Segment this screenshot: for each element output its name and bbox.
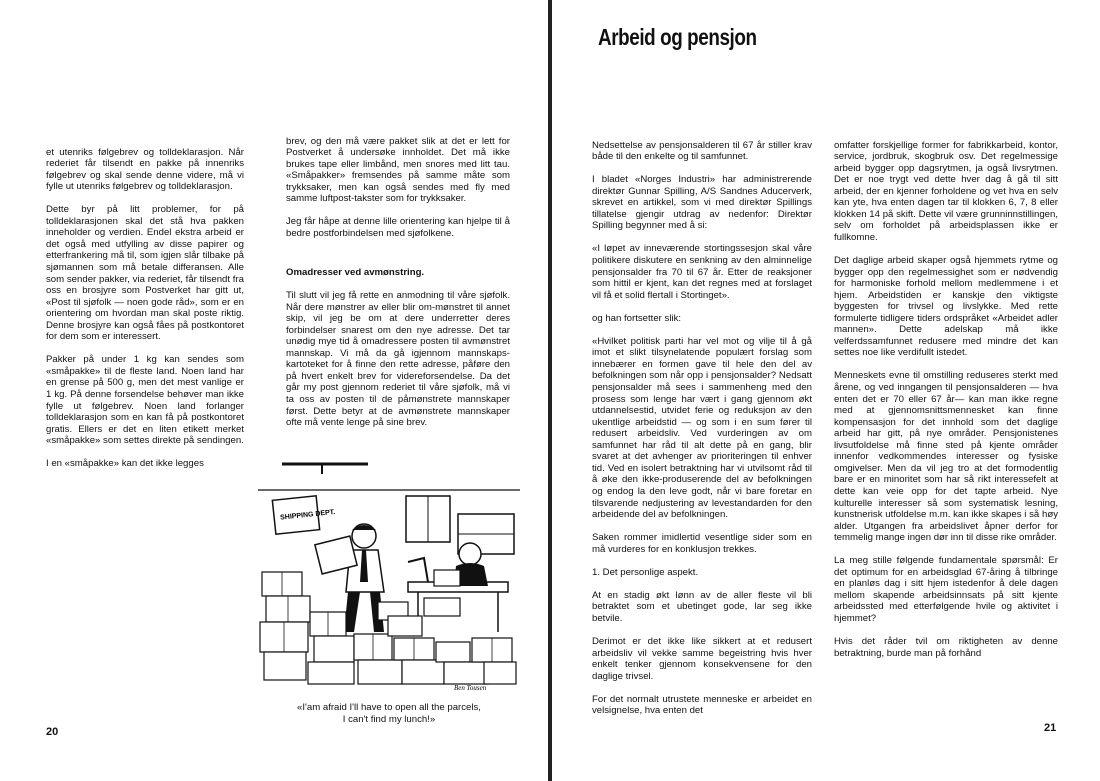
paragraph: Dette byr på litt problemer, for på tolldeklarasjonen skal det stå hva pakken inneholder og verdien. Endel ekstra arbeid er det også med utfylling av disse papirer og etterfrankering må til, som igjen slår tilbake på sjømannen som må betale differansen. Alle som sender pakker, via rederiet, får tilsendt fra oss en brosjyre som Postverket har gitt ut, «Post til sjøfolk — noen gode råd», som er en orientering om hvordan man skal poste riktig. Denne brosjyre kan også fåes på postkontoret for dem som er interessert.: [46, 204, 244, 343]
caption-line: «I'am afraid I'll have to open all the parcels,: [297, 702, 481, 713]
paragraph: Saken rommer imidlertid vesentlige sider som en må vurderes for en konklusjon trekkes.: [592, 532, 812, 555]
shipping-sign-text: SHIPPING DEPT.: [279, 508, 336, 522]
paragraph: et utenriks følgebrev og tolldeklarasjon. Når rederiet får tilsendt en pakke på innenriks følgebrev og skal sende denne videre, må vi fylle ut utenriks følgebrev og tolldeklarasjon.: [46, 146, 244, 193]
paragraph: Menneskets evne til omstilling reduseres sterkt med årene, og ved inngangen til pensjonsalderen — hva enten det er 70 eller 67 år— kan man ikke regne med at gjennomsnittsmennesket kan finne kompensasjon for det innhold som det daglige arbeid har gitt, på nye områder. Pensjonistenes livsutfoldelse må finne sted på kjente områder innenfor vedkommendes interesser og fysiske omgivelser. Men da vil jeg tro at det formodentlig bare er en minoritet som har så rikt interessefelt at dette kan veie opp for det tapte arbeid. Nye kulturelle interesser så som systematisk lesning, kunstnerisk utfoldelse m.m. kan ikke skapes i så høy alder. Utgangen fra arbeidslivet åpner derfor for temmelig mange ingen dør inn til disse rike områder.: [834, 370, 1058, 544]
paragraph: I en «småpakke» kan det ikke legges: [46, 458, 204, 470]
section-heading: Omadresser ved avmønstring.: [286, 267, 425, 279]
paragraph: Derimot er det ikke like sikkert at et redusert arbeidsliv vil vekke samme begeistring hvis hver enkelt tenker gjennom konsekvensene for den daglige trivsel.: [592, 636, 812, 682]
paragraph: Hvis det råder tvil om riktigheten av denne betraktning, burde man på forhånd: [834, 636, 1058, 659]
caption-line: I can't find my lunch!»: [342, 713, 436, 725]
shipping-department-cartoon: [258, 462, 520, 694]
paragraph: Jeg får håpe at denne lille orientering kan hjelpe til å bedre postforbindelsen med sjøfolkene.: [286, 216, 510, 239]
paragraph: omfatter forskjellige former for fabrikkarbeid, kontor, service, jordbruk, skogbruk osv. Det regelmessige arbeid bygger opp dagsrytmen, ja også livsrytmen. Det er noe trygt ved dette hver dag å gå til sitt arbeid, der en kjenner forholdene og vet hva en selv kan yte, hva enten dagen tar til klokken 6, 7, 8 eller klokken 14 på skift. Dette vil være grunninnstillingen, selv om forholdet på arbeidsplassen ikke er fullkomne.: [834, 139, 1058, 243]
paragraph: Til slutt vil jeg få rette en anmodning til våre sjøfolk. Når dere mønstrer av eller blir om-mønstret til annet skip, vil jeg be om at dere underretter deres forbindelser snarest om den nye adresse. Det tar unødig mye tid å omadressere posten til avmønstret mannskap. Vi må da gå igjennom mannskaps-kartoteket for å finne den rette adresse, påføre den på hvert enkelt brev for videreforsendelse. Da det går my post gjennom rederiet til våre sjøfolk, må vi ta oss av posten til de påmønstrete mannskaper først. Dette betyr at de avmønstrete mannskaper ofte må vente lenge på sine brev.: [286, 290, 510, 429]
left-column-2: [286, 124, 510, 440]
right-column-1: [592, 128, 812, 728]
page-number: 21: [1044, 722, 1057, 734]
paragraph: Nedsettelse av pensjonsalderen til 67 år stiller krav både til den enkelte og til samfunnet.: [592, 139, 812, 163]
paragraph: Det daglige arbeid skaper også hjemmets rytme og bygger opp den regelmessighet som er nødvendig for harmoniske forhold mellom medlemmene i et hjem. Arbeidstiden er kanskje den viktigste byggesten for trivsel og livslykke. Med rette formulerte tidligere tiders ordspråket «Arbeidet adler mannen». Dette adelskap må ikke velferdssamfunnet redusere med mindre det kan settes noe like verdifullt istedet.: [834, 255, 1058, 359]
right-page: [552, 0, 1100, 781]
paragraph: At en stadig økt lønn av de aller fleste vil bli betraktet som et ubetinget gode, lar seg ikke betvile.: [592, 589, 812, 624]
page-title: Arbeid og pensjon: [598, 24, 757, 50]
left-column-1: [46, 135, 244, 481]
paragraph: og han fortsetter slik:: [592, 312, 682, 324]
paragraph: La meg stille følgende fundamentale spørsmål: Er det optimum for en arbeidsglad 67-åring å tilbringe en planløs dag i sitt hjem istedenfor å dele dagen mellom skapende arbeidsinnsats på sitt kjente arbeidssted med etterfølgende hvile og aktivitet i hjemmet?: [834, 555, 1058, 624]
paragraph: 1. Det personlige aspekt.: [592, 566, 699, 578]
paragraph: For det normalt utrustete menneske er arbeidet en velsignelse, hva enten det: [592, 693, 812, 717]
right-column-2: [834, 128, 1058, 671]
page-number: 20: [46, 726, 59, 738]
cartoon-caption: [258, 702, 520, 725]
paragraph: «Hvilket politisk parti har vel mot og vilje til å gå imot et slikt tilsynelatende populært forslag som innebærer en formen gave til hele den del av befolkningen som når opp i pensjonsalder? Nedsatt pensjonsalder må sees i sammenheng med den prosess som lenge har vært i gang gjennom økt utdannelsestid, utvidet ferie og reduksjon av den ukentlige arbeidstid — og som i en sum fører til redusert arbeidsliv. Ved vurderingen av om samfunnet har råd til alt dette på en gang, blir svaret at det avhenger av prioriteringen til enhver tid. Ved en isolert betraktning har vi utvilsomt råd til å øke den ikke-produserende del av befolkningen og endog la den leve godt, når vi bare foretar en tilsvarende nedjustering av levestandarden for den arbeidende del av befolkningen.: [592, 335, 812, 521]
left-page: [0, 0, 548, 781]
artist-signature: Ben Tousen: [454, 684, 487, 692]
paragraph: Pakker på under 1 kg kan sendes som «småpakke» til de fleste land. Noen land har en grense på 500 g, men det mest vanlige er 1 kg. På denne forsendelse behøver man ikke fylle ut følgebrev. Noen land forlanger tolldeklarasjon som en kan få på postkontoret gratis. Ellers er det en liten etikett merket «småpakke» som settes direkte på sendingen.: [46, 354, 244, 447]
paragraph: brev, og den må være pakket slik at det er lett for Postverket å undersøke innholdet. Det må ikke brukes tape eller limbånd, men snores med litt tau. «Småpakker» fremsendes på samme måte som trykksaker, men kan også sendes med fly med samme luftpost-takster som for trykksaker.: [286, 135, 510, 205]
paragraph: «I løpet av inneværende stortingssesjon skal våre politikere diskutere en senkning av den alminnelige pensjonsalder fra 70 til 67 år. Etter de reaksjoner som hittil er kjent, kan det regnes med at forslaget vil få et solid flertall i Stortinget».: [592, 243, 812, 301]
paragraph: I bladet «Norges Industri» har administrerende direktør Gunnar Spilling, A/S Sandnes Aducerverk, skrevet en artikkel, som vi med direktør Spillings tillatelse gjengir utdrag av nedenfor: Direktør Spilling begynner med å si:: [592, 174, 812, 232]
